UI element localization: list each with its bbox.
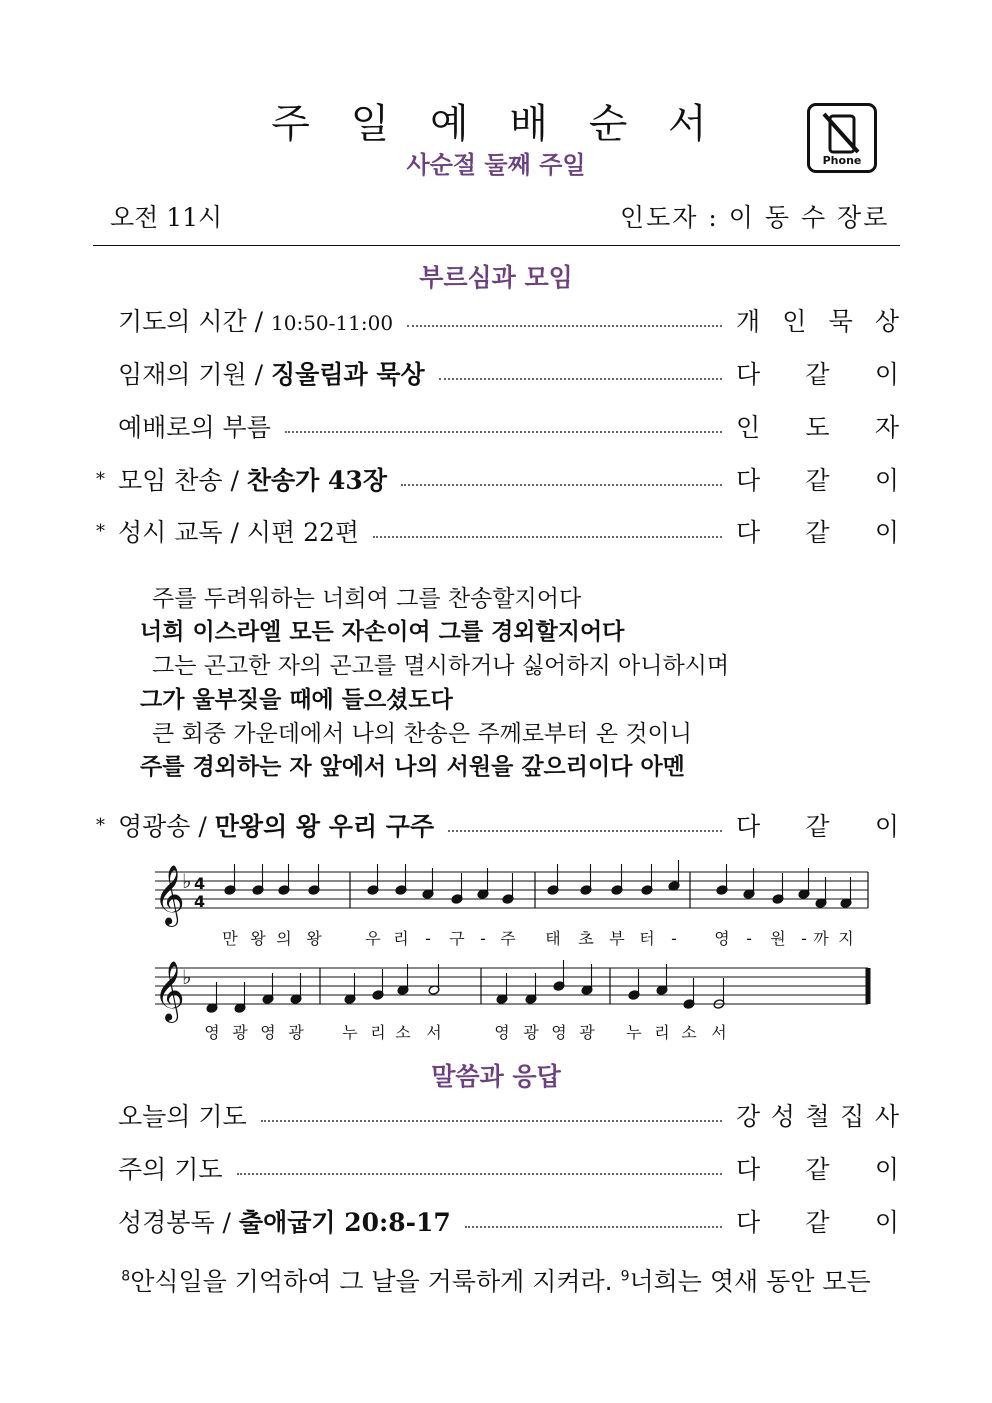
lyric-syllable: 광	[523, 1023, 539, 1042]
lyric-syllable: 소	[681, 1023, 697, 1042]
flat-sign-icon: ♭	[182, 965, 192, 989]
service-time: 오전 11시	[110, 203, 223, 232]
treble-clef-icon: 𝄞	[154, 865, 185, 925]
reading-line-leader: 큰 회중 가운데에서 나의 찬송은 주께로부터 온 것이니	[152, 721, 692, 747]
lyric-syllable: 영	[260, 1023, 276, 1042]
verse-number: 9	[620, 1268, 630, 1285]
order-item-participant: 인 도 자	[736, 413, 899, 442]
phone-label: Phone	[822, 154, 862, 167]
page-subtitle: 사순절 둘째 주일	[406, 151, 586, 179]
reading-line-leader: 그는 곤고한 자의 곤고를 멸시하거나 싫어하지 아니하시며	[152, 653, 730, 679]
section-title-word: 말씀과 응답	[431, 1062, 561, 1091]
lyric-syllable: 초	[578, 929, 594, 948]
order-item	[96, 1151, 899, 1185]
lyric-syllable: 광	[579, 1023, 595, 1042]
order-item-label: 주의 기도	[118, 1155, 223, 1184]
lyric-syllable: 의	[276, 929, 292, 948]
lyric-syllable: 서	[711, 1023, 727, 1042]
order-item-label: 예배로의 부름	[118, 413, 271, 442]
order-item-participant: 다 같 이	[736, 1208, 899, 1237]
staff-line-2	[154, 960, 868, 1042]
lyric-syllable: 누	[342, 1023, 358, 1042]
lyric-syllable: -	[480, 929, 486, 948]
order-item	[96, 1098, 899, 1132]
lyric-syllable: 왕	[306, 929, 322, 948]
order-item-participant: 다 같 이	[736, 812, 899, 841]
lyric-syllable: 구	[449, 929, 465, 948]
lyric-syllable: 주	[500, 929, 516, 948]
lyric-syllable: 리	[370, 1023, 386, 1042]
order-item-label: 기도의 시간 / 10:50-11:00	[118, 307, 394, 336]
reading-line-congregation: 주를 경외하는 자 앞에서 나의 서원을 갚으리이다 아멘	[140, 754, 685, 780]
service-leader: 인도자 : 이 동 수 장로	[620, 203, 890, 232]
asterisk-mark: *	[96, 468, 105, 490]
staff-line-1	[154, 860, 868, 948]
lyric-syllable: 영	[714, 929, 730, 948]
dot-leader	[373, 536, 722, 538]
dot-leader	[285, 431, 722, 433]
treble-clef-icon: 𝄞	[154, 961, 185, 1021]
reading-line-congregation: 그가 울부짖을 때에 들으셨도다	[140, 687, 453, 713]
asterisk-mark: *	[96, 814, 105, 836]
dot-leader	[439, 378, 722, 380]
order-item-participant: 다 같 이	[736, 518, 899, 547]
lyric-syllable: 리	[393, 929, 409, 948]
reading-line-congregation: 너희 이스라엘 모든 자손이여 그를 경외할지어다	[140, 619, 625, 645]
order-item	[96, 409, 899, 443]
order-item	[96, 356, 899, 390]
lyric-syllable: 부	[609, 929, 625, 948]
dot-leader	[401, 484, 722, 486]
order-item	[96, 462, 899, 496]
lyric-syllable: 영	[551, 1023, 567, 1042]
lyric-syllable: 광	[288, 1023, 304, 1042]
lyric-syllable: 터	[639, 929, 655, 948]
lyric-syllable: 태	[545, 929, 561, 948]
order-item-label: 모임 찬송 / 찬송가 43장	[118, 466, 387, 495]
time-signature: 4	[194, 892, 206, 911]
order-item-participant: 다 같 이	[736, 360, 899, 389]
order-item	[96, 514, 899, 548]
page-title: 주 일 예 배 순 서	[271, 101, 721, 147]
music-score	[150, 860, 880, 1050]
lyric-syllable: -	[801, 929, 807, 948]
lyric-syllable: 소	[395, 1023, 411, 1042]
order-item-participant: 다 같 이	[736, 1155, 899, 1184]
lyric-syllable: 까	[813, 929, 829, 948]
lyric-syllable: 지	[838, 929, 854, 948]
lyric-syllable: 광	[232, 1023, 248, 1042]
asterisk-mark: *	[96, 520, 105, 542]
order-item-participant: 강 성 철 집 사	[736, 1102, 899, 1131]
dot-leader	[407, 325, 722, 327]
order-item	[96, 1204, 899, 1238]
lyric-syllable: -	[671, 929, 677, 948]
lyric-syllable: -	[425, 929, 431, 948]
lyric-syllable: 서	[426, 1023, 442, 1042]
lyric-syllable: 리	[654, 1023, 670, 1042]
no-phone-icon	[807, 103, 877, 173]
order-item-label: 성경봉독 / 출애굽기 20:8-17	[118, 1208, 451, 1237]
order-item-participant: 개 인 묵 상	[736, 307, 899, 336]
dot-leader	[465, 1226, 722, 1228]
lyric-syllable: 우	[365, 929, 381, 948]
order-item-label: 오늘의 기도	[118, 1102, 247, 1131]
scripture-text: $^8$안식일을 기억하여 그 날을 거룩하게 지켜라. $^9$너희는 엿새 동안 모든	[121, 1267, 871, 1296]
lyric-syllable: -	[746, 929, 752, 948]
order-item	[96, 808, 899, 842]
divider	[93, 245, 900, 246]
order-item-participant: 다 같 이	[736, 466, 899, 495]
reading-line-leader: 주를 두려워하는 너희여 그를 찬송할지어다	[152, 586, 582, 612]
verse-number: 8	[121, 1268, 131, 1285]
dot-leader	[448, 830, 722, 832]
dot-leader	[261, 1120, 722, 1122]
lyric-syllable: 영	[204, 1023, 220, 1042]
lyric-syllable: 영	[494, 1023, 510, 1042]
order-item	[96, 303, 899, 337]
lyric-syllable: 만	[222, 929, 238, 948]
time-signature: 4	[194, 874, 206, 893]
order-item-label: 임재의 기원 / 징울림과 묵상	[118, 360, 425, 389]
section-title-calling: 부르심과 모임	[419, 263, 573, 292]
dot-leader	[237, 1173, 722, 1175]
lyric-syllable: 누	[626, 1023, 642, 1042]
order-item-label: 영광송 / 만왕의 왕 우리 구주	[118, 812, 435, 841]
order-item-label: 성시 교독 / 시편 22편	[118, 518, 360, 547]
lyric-syllable: 왕	[250, 929, 266, 948]
flat-sign-icon: ♭	[182, 869, 192, 893]
lyric-syllable: 원	[770, 929, 786, 948]
